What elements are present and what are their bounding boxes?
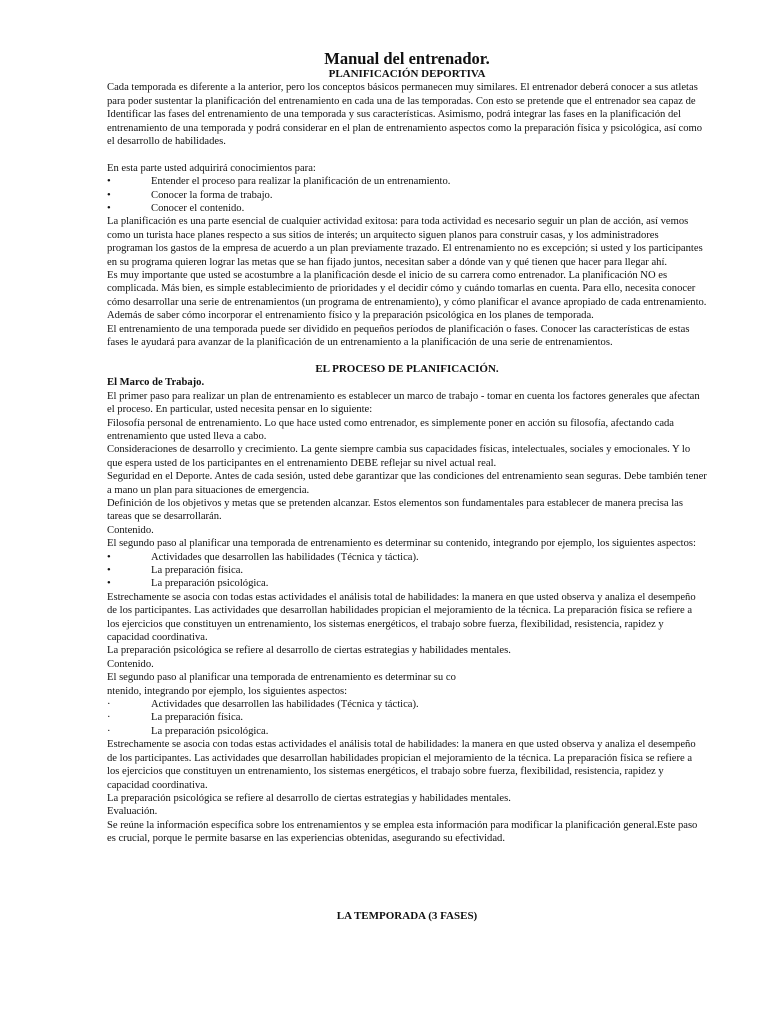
- list-item-text: Entender el proceso para realizar la planificación de un entrenamiento.: [151, 176, 451, 188]
- section-heading-season: LA TEMPORADA (3 FASES): [336, 910, 478, 922]
- dash-mark: ·: [107, 725, 111, 737]
- knowledge-intro: En esta parte usted adquirirá conocimientos para:: [107, 162, 316, 174]
- list-item-text: Actividades que desarrollen las habilidades (Técnica y táctica).: [151, 551, 419, 563]
- dash-mark: ·: [107, 712, 111, 724]
- body-paragraph: Seguridad en el Deporte. Antes de cada sesión, usted debe garantizar que las condiciones del entrenamiento sean seguras. Debe también tener a mano un plan para situaciones de emergencia.: [107, 471, 707, 496]
- bullet-mark: •: [107, 189, 111, 201]
- list-item: [107, 725, 707, 738]
- body-line: El segundo paso al planificar una temporada de entrenamiento es determinar su co: [107, 672, 456, 684]
- body-paragraph: El primer paso para realizar un plan de entrenamiento es establecer un marco de trabajo - tomar en cuenta los factores generales que afectan el proceso. En particular, usted necesita pensar en lo siguiente:: [107, 390, 700, 416]
- bullet-mark: •: [107, 203, 111, 215]
- spacer: [107, 350, 707, 363]
- intro-paragraph: Cada temporada es diferente a la anterior, pero los conceptos básicos permanecen muy similares. El entrenador deberá conocer a sus atletas para poder sustentar la planificación del entrenamiento en cada una de las temporadas. Con esto se pretende que el entrenador sea capaz de Identificar las fases del entrenamiento de una temporada y sus características. Asimismo, podrá integrar las fases en la planificación del entrenamiento de una temporada y podrá considerar en el plan de entrenamiento aspectos como la preparación física y psicológica, así como el desarrollo de habilidades.: [107, 82, 703, 148]
- document-subtitle: PLANIFICACIÓN DEPORTIVA: [328, 68, 486, 80]
- body-paragraph: Filosofía personal de entrenamiento. Lo que hace usted como entrenador, es simplemente poner en acción su filosofía, afectando cada entrenamiento que usted lleva a cabo.: [107, 417, 675, 442]
- body-paragraph: Se reúne la información específica sobre los entrenamientos y se emplea esta información para modificar la planificación general.Este paso es crucial, porque le permite basarse en las experiencias obtenidas, asegurando su efectividad.: [107, 819, 698, 845]
- bullet-mark: •: [107, 565, 111, 576]
- subheading-contenido: Contenido.: [107, 658, 154, 670]
- list-item-text: La preparación física.: [151, 712, 244, 724]
- list-item: [107, 551, 707, 564]
- document-page: [107, 50, 707, 846]
- list-item-text: La preparación psicológica.: [151, 725, 269, 737]
- body-paragraph: La preparación psicológica se refiere al desarrollo de ciertas estrategias y habilidades mentales.: [107, 645, 511, 657]
- list-item: [107, 698, 707, 711]
- spacer: [107, 148, 707, 161]
- list-item: [107, 175, 707, 188]
- body-paragraph: La planificación es una parte esencial de cualquier actividad exitosa: para toda actividad es necesario seguir un plan de acción, así vemos como un turista hace planes respecto a sus sitios de interés; un arquitecto siguen planos para construir casas, y los administradores programan los gastos de la empresa de acuerdo a un plan previamente trazado. El entrenamiento no es excepción; si usted y los participantes en su programa quieren lograr las metas que se han fijado juntos, necesitan saber a dónde van y qué tienen que hacer para llegar ahí.: [107, 216, 703, 268]
- body-paragraph: Consideraciones de desarrollo y crecimiento. La gente siempre cambia sus capacidades físicas, intelectuales, sociales y emocionales. Y lo que espera usted de los participantes en el entrenamiento DEBE reflejar su nivel actual real.: [107, 444, 691, 469]
- subheading-marco: El Marco de Trabajo.: [107, 377, 205, 389]
- document-title: Manual del entrenador.: [324, 49, 490, 68]
- body-paragraph: Estrechamente se asocia con todas estas actividades el análisis total de habilidades: la manera en que usted observa y analiza el desempeño de los participantes. Las actividades que desarrollan habilidades propician el mejoramiento de la técnica. La preparación física se refiere a los ejercicios que constituyen un entrenamiento, los sistemas energéticos, el trabajo sobre fuerza, flexibilidad, resistencia, rapidez y capacidad coordinativa.: [107, 739, 696, 791]
- bullet-mark: •: [107, 176, 111, 188]
- body-paragraph: Es muy importante que usted se acostumbre a la planificación desde el inicio de su carrera como entrenador. La planificación NO es complicada. Más bien, es simple establecimiento de prioridades y el decidir cómo y cuándo tomarlas en cuenta. Para ello, necesita conocer cómo desarrollar una serie de entrenamientos (un programa de entrenamiento), y cómo planificar el avance apropiado de cada entrenamiento. Además de saber cómo incorporar el entrenamiento físico y la preparación psicológica en los planes de temporada.: [107, 270, 707, 322]
- body-paragraph: La preparación psicológica se refiere al desarrollo de ciertas estrategias y habilidades mentales.: [107, 792, 511, 804]
- bullet-mark: •: [107, 578, 111, 590]
- list-item-text: La preparación psicológica.: [151, 578, 269, 590]
- list-item-text: Actividades que desarrollen las habilidades (Técnica y táctica).: [151, 699, 419, 711]
- section-heading-process: EL PROCESO DE PLANIFICACIÓN.: [315, 362, 499, 375]
- body-paragraph: El segundo paso al planificar una temporada de entrenamiento es determinar su contenido, integrando por ejemplo, los siguientes aspectos:: [107, 538, 696, 550]
- list-item: [107, 711, 707, 724]
- list-item-text: La preparación física.: [151, 565, 244, 576]
- list-item: [107, 202, 707, 215]
- list-item: [107, 577, 707, 590]
- list-item-text: Conocer el contenido.: [151, 203, 245, 215]
- bullet-mark: •: [107, 551, 111, 563]
- subheading-evaluacion: Evaluación.: [107, 806, 158, 818]
- subheading-contenido: Contenido.: [107, 524, 154, 536]
- body-line: ntenido, integrando por ejemplo, los siguientes aspectos:: [107, 685, 348, 697]
- body-paragraph: El entrenamiento de una temporada puede ser dividido en pequeños períodos de planificación o fases. Conocer las características de estas fases le ayudará para avanzar de la planificación de un entrenamiento a la planificación de una serie de entrenamientos.: [107, 323, 690, 349]
- list-item-text: Conocer la forma de trabajo.: [151, 189, 273, 201]
- body-paragraph: Estrechamente se asocia con todas estas actividades el análisis total de habilidades: la manera en que usted observa y analiza el desempeño de los participantes. Las actividades que desarrollan habilidades propician el mejoramiento de la técnica. La preparación física se refiere a los ejercicios que constituyen un entrenamiento, los sistemas energéticos, el trabajo sobre fuerza, flexibilidad, resistencia, rapidez y capacidad coordinativa.: [107, 591, 696, 644]
- body-paragraph: Definición de los objetivos y metas que se pretenden alcanzar. Estos elementos son fundamentales para establecer de manera precisa las tareas que se desarrollarán.: [107, 497, 683, 523]
- list-item: [107, 189, 707, 202]
- dash-mark: ·: [107, 699, 111, 711]
- list-item: [107, 564, 707, 577]
